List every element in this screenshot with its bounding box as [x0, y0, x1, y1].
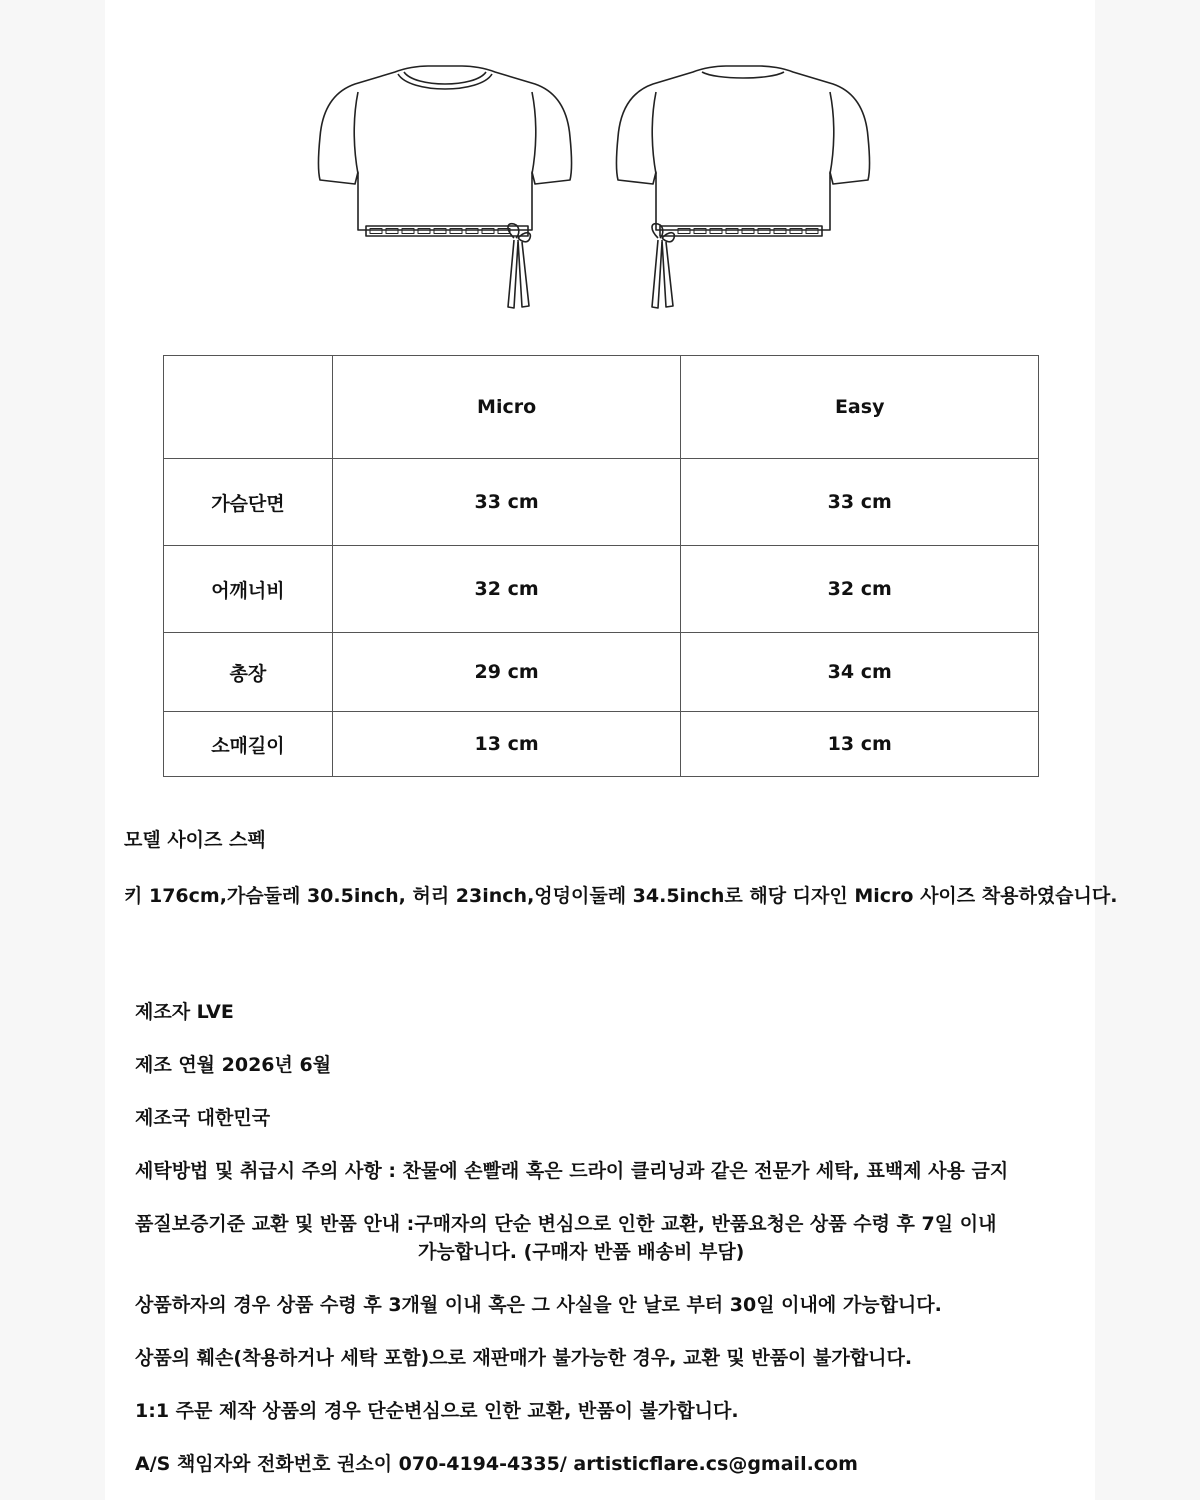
- defect-policy-text: 상품하자의 경우 상품 수령 후 3개월 이내 혹은 그 사실을 안 날로 부터 30일 이내에 가능합니다.: [135, 1294, 942, 1316]
- row-label: 총장: [164, 633, 333, 712]
- row-label: 어깨너비: [164, 546, 333, 633]
- as-contact-text: A/S 책임자와 전화번호 권소이 070-4194-4335/ artisticflare.cs@gmail.com: [135, 1453, 858, 1475]
- micro-value: 33 cm: [332, 459, 681, 546]
- custom-order-policy-text: 1:1 주문 제작 상품의 경우 단순변심으로 인한 교환, 반품이 불가합니다.: [135, 1400, 739, 1422]
- micro-value: 29 cm: [332, 633, 681, 712]
- quality-guarantee-text-continued: 가능합니다. (구매자 반품 배송비 부담): [418, 1241, 745, 1263]
- easy-value: 32 cm: [681, 546, 1039, 633]
- model-size-description: 키 176cm,가슴둘레 30.5inch, 허리 23inch,엉덩이둘레 34.5inch로 해당 디자인 Micro 사이즈 착용하였습니다.: [124, 885, 1118, 907]
- header-empty-cell: [164, 356, 333, 459]
- size-table: [163, 355, 1039, 777]
- model-size-title: 모델 사이즈 스펙: [124, 829, 266, 851]
- quality-guarantee-text: 품질보증기준 교환 및 반품 안내 :구매자의 단순 변심으로 인한 교환, 반품요청은 상품 수령 후 7일 이내: [135, 1213, 997, 1235]
- header-easy: Easy: [681, 356, 1039, 459]
- row-label: 가슴단면: [164, 459, 333, 546]
- micro-value: 32 cm: [332, 546, 681, 633]
- country-text: 제조국 대한민국: [135, 1107, 271, 1129]
- table-row: [164, 633, 1039, 712]
- easy-value: 34 cm: [681, 633, 1039, 712]
- micro-value: 13 cm: [332, 712, 681, 777]
- table-header-row: [164, 356, 1039, 459]
- front-view-sketch: [300, 62, 590, 317]
- easy-value: 13 cm: [681, 712, 1039, 777]
- table-row: [164, 546, 1039, 633]
- table-row: [164, 712, 1039, 777]
- back-view-sketch: [598, 62, 888, 317]
- row-label: 소매길이: [164, 712, 333, 777]
- damage-policy-text: 상품의 훼손(착용하거나 세탁 포함)으로 재판매가 불가능한 경우, 교환 및 반품이 불가합니다.: [135, 1347, 913, 1369]
- easy-value: 33 cm: [681, 459, 1039, 546]
- header-micro: Micro: [332, 356, 681, 459]
- garment-sketches: [0, 0, 1200, 330]
- manufacture-date-text: 제조 연월 2026년 6월: [135, 1054, 332, 1076]
- manufacturer-text: 제조자 LVE: [135, 1001, 234, 1023]
- washing-instructions-text: 세탁방법 및 취급시 주의 사항 : 찬물에 손빨래 혹은 드라이 클리닝과 같은 전문가 세탁, 표백제 사용 금지: [135, 1160, 1009, 1182]
- table-row: [164, 459, 1039, 546]
